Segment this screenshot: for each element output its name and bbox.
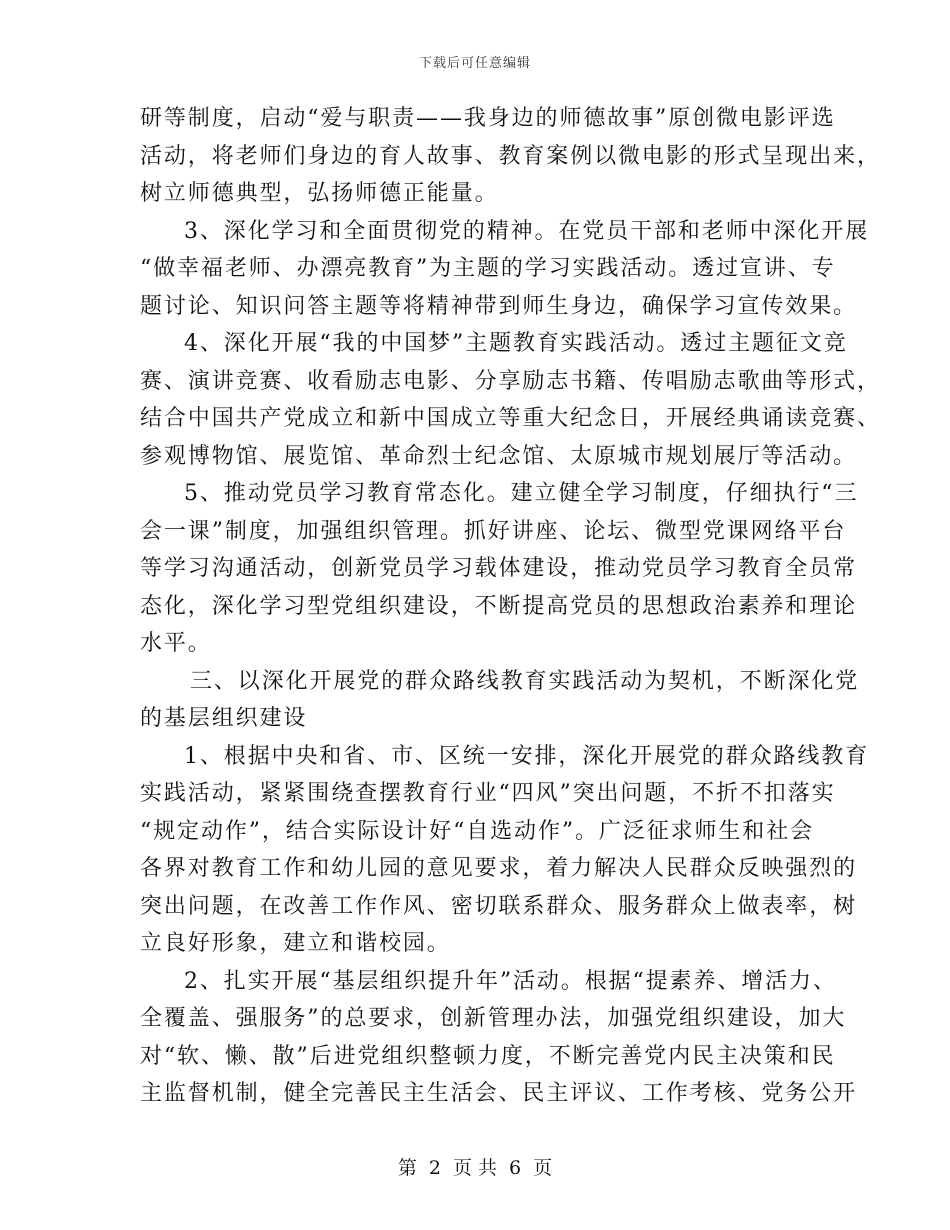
total-page-count: 6 bbox=[509, 1157, 522, 1179]
text-line: 立良好形象，建立和谐校园。 bbox=[140, 931, 451, 956]
text-line: “做幸福老师、办漂亮教育”为主题的学习实践活动。透过宣讲、专 bbox=[140, 256, 836, 281]
document-body bbox=[140, 100, 881, 1113]
text-line: 态化，深化学习型党组织建设，不断提高党员的思想政治素养和理论 bbox=[140, 593, 858, 619]
text-line: 对“软、懒、散”后进党组织整顿力度，不断完善党内民主决策和民 bbox=[140, 1043, 836, 1069]
text-line: 主监督机制，健全完善民主生活会、民主评议、工作考核、党务公开 bbox=[140, 1081, 858, 1106]
text-line: 3、深化学习和全面贯彻党的精神。在党员干部和老师中深化开展 bbox=[184, 218, 870, 244]
footer-prefix: 第 bbox=[397, 1157, 417, 1179]
footer-middle: 页 共 bbox=[452, 1157, 498, 1179]
text-line: 的基层组织建设 bbox=[140, 706, 308, 731]
text-line: 树立师德典型，弘扬师德正能量。 bbox=[140, 181, 499, 206]
text-line: 三、以深化开展党的群众路线教育实践活动为契机，不断深化党 bbox=[190, 668, 860, 694]
text-line: 2、扎实开展“基层组织提升年”活动。根据“提素养、增活力、 bbox=[184, 968, 837, 994]
text-line: 实践活动，紧紧围绕查摆教育行业“四风”突出问题，不折不扣落实 bbox=[140, 781, 836, 806]
text-line: 会一课”制度，加强组织管理。抓好讲座、论坛、微型党课网络平台 bbox=[140, 518, 847, 544]
text-line: 5、推动党员学习教育常态化。建立健全学习制度，仔细执行“三 bbox=[184, 481, 859, 506]
text-line: 活动，将老师们身边的育人故事、教育案例以微电影的形式呈现出来， bbox=[140, 143, 881, 169]
text-line: 题讨论、知识问答主题等将精神带到师生身边，确保学习宣传效果。 bbox=[140, 293, 858, 319]
text-line: 赛、演讲竞赛、收看励志电影、分享励志书籍、传唱励志歌曲等形式， bbox=[140, 368, 881, 394]
page-footer bbox=[0, 1153, 950, 1180]
text-line: 参观博物馆、展览馆、革命烈士纪念馆、太原城市规划展厅等活动。 bbox=[140, 443, 858, 469]
text-line: 4、深化开展“我的中国梦”主题教育实践活动。透过主题征文竞 bbox=[184, 331, 848, 356]
text-line: 水平。 bbox=[140, 631, 212, 656]
text-line: 1、根据中央和省、市、区统一安排，深化开展党的群众路线教育 bbox=[184, 743, 870, 769]
text-line: “规定动作”，结合实际设计好“自选动作”。广泛征求师生和社会 bbox=[140, 818, 814, 844]
text-line: 突出问题，在改善工作作风、密切联系群众、服务群众上做表率，树 bbox=[140, 893, 858, 919]
page-header: 下载后可任意编辑 bbox=[418, 56, 531, 71]
text-line: 结合中国共产党成立和新中国成立等重大纪念日，开展经典诵读竞赛、 bbox=[140, 406, 881, 431]
current-page-number: 2 bbox=[428, 1157, 441, 1179]
text-line: 研等制度，启动“爱与职责——我身边的师德故事”原创微电影评选 bbox=[140, 106, 836, 131]
text-line: 各界对教育工作和幼儿园的意见要求，着力解决人民群众反映强烈的 bbox=[140, 856, 858, 881]
text-line: 全覆盖、强服务”的总要求，创新管理办法，加强党组织建设，加大 bbox=[140, 1006, 847, 1031]
text-line: 等学习沟通活动，创新党员学习载体建设，推动党员学习教育全员常 bbox=[140, 556, 858, 581]
footer-suffix: 页 bbox=[533, 1157, 553, 1179]
